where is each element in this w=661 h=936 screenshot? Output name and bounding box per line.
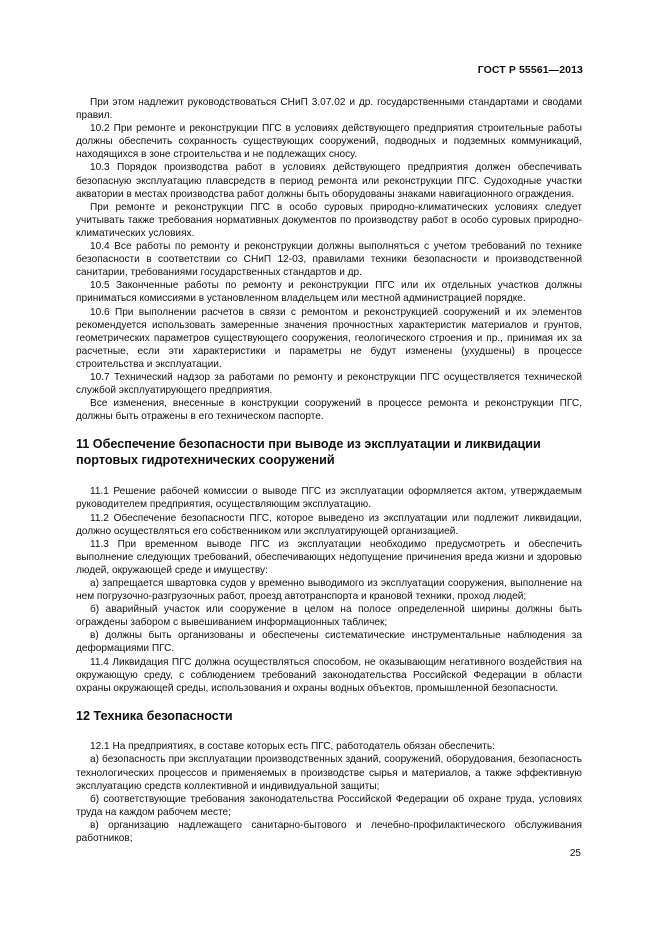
- paragraph-11-1: 11.1 Решение рабочей комиссии о выводе ПГС из эксплуатации оформляется актом, утверждаемым руководителем предприятия, осуществляющим эксплуатацию.: [76, 486, 582, 511]
- list-item: а) безопасность при эксплуатации производственных зданий, сооружений, оборудования, безопасность технологических процессов и применяемых в производстве сырья и материалов, а также эффективную эксплуатацию средств коллективной и индивидуальной защиты;: [76, 754, 582, 792]
- paragraph-12-1: 12.1 На предприятиях, в составе которых есть ПГС, работодатель обязан обеспечить:: [90, 741, 495, 753]
- paragraph-11-4: 11.4 Ликвидация ПГС должна осуществляться способом, не оказывающим негативного воздействия на окружающую среду, с соблюдением требований законодательства Российской Федерации в области охраны окружающей среды, использования и охраны водных объектов, промышленной безопасности.: [76, 656, 582, 694]
- list-item: б) аварийный участок или сооружение в целом на полосе определенной ширины должны быть ограждены забором с вывешиванием информационных табличек;: [76, 604, 582, 629]
- paragraph-10-4: 10.4 Все работы по ремонту и реконструкции должны выполняться с учетом требований по технике безопасности в соответствии со СНиП 12-03, правилами техники безопасности и производственной санитарии, требованиями государственных стандартов и др.: [76, 241, 582, 279]
- paragraph-10-5: 10.5 Законченные работы по ремонту и реконструкции ПГС или их отдельных участков должны приниматься комиссиями в установленном владельцем или местной администрацией порядке.: [76, 280, 582, 305]
- paragraph: При ремонте и реконструкции ПГС в особо суровых природно-климатических условиях следует учитывать также требования нормативных документов по производству работ в особо суровых природно-климатических условиях.: [76, 201, 582, 239]
- document-header-standard-number: ГОСТ Р 55561—2013: [477, 64, 583, 76]
- paragraph-11-3: 11.3 При временном выводе ПГС из эксплуатации необходимо предусмотреть и обеспечить выполнение следующих требований, обеспечивающих недопущение причинения вреда жизни и здоровью людей, окружающей среде и имуществу:: [76, 538, 582, 576]
- document-body: [76, 96, 582, 845]
- paragraph-10-6: 10.6 При выполнении расчетов в связи с ремонтом и реконструкцией сооружений и их элементов рекомендуется использовать замеренные значения прочностных характеристик материалов и грунтов, геометрических параметров существующего сооружения, геологического строения и пр., принимая их за расчетные, если эти характеристики и параметры не будут изменены (ухудшены) в процессе строительства и эксплуатации.: [76, 306, 582, 370]
- paragraph-11-2: 11.2 Обеспечение безопасности ПГС, которое выведено из эксплуатации или подлежит ликвидации, должно осуществляться его собственником или эксплуатирующей организацией.: [76, 512, 582, 537]
- paragraph-10-7: 10.7 Технический надзор за работами по ремонту и реконструкции ПГС осуществляется технической службой эксплуатирующего предприятия.: [76, 371, 582, 397]
- paragraph-10-2: 10.2 При ремонте и реконструкции ПГС в условиях действующего предприятия строительные работы должны обеспечить сохранность существующих сооружений, подводных и подземных коммуникаций, находящихся в зоне строительства и не подлежащих сносу.: [76, 123, 582, 161]
- section-heading-11: 11 Обеспечение безопасности при выводе из эксплуатации и ликвидации портовых гидротехнических сооружений: [76, 437, 541, 467]
- paragraph: При этом надлежит руководствоваться СНиП 3.07.02 и др. государственными стандартами и сводами правил.: [76, 97, 582, 122]
- section-heading-12: 12 Техника безопасности: [76, 708, 233, 723]
- paragraph-10-3: 10.3 Порядок производства работ в условиях действующего предприятия должен обеспечивать безопасную эксплуатацию плавсредств в период ремонта или реконструкции ПГС. Судоходные участки акватории в местах производства работ должны быть оборудованы знаками навигационного ограждения.: [76, 162, 582, 200]
- list-item: а) запрещается швартовка судов у временно выводимого из эксплуатации сооружения, выполнение на нем погрузочно-разгрузочных работ, проезд автотранспорта и крановой техники, проход людей;: [76, 578, 582, 603]
- list-item: в) организацию надлежащего санитарно-бытового и лечебно-профилактического обслуживания работников;: [76, 819, 582, 844]
- page-number: 25: [569, 848, 581, 859]
- list-item: б) соответствующие требования законодательства Российской Федерации об охране труда, условиях труда на каждом рабочем месте;: [76, 793, 582, 818]
- paragraph: Все изменения, внесенные в конструкции сооружений в процессе ремонта и реконструкции ПГС, должны быть отражены в его техническом паспорте.: [76, 398, 582, 423]
- list-item: в) должны быть организованы и обеспечены систематические инструментальные наблюдения за деформациями ПГС.: [76, 630, 582, 655]
